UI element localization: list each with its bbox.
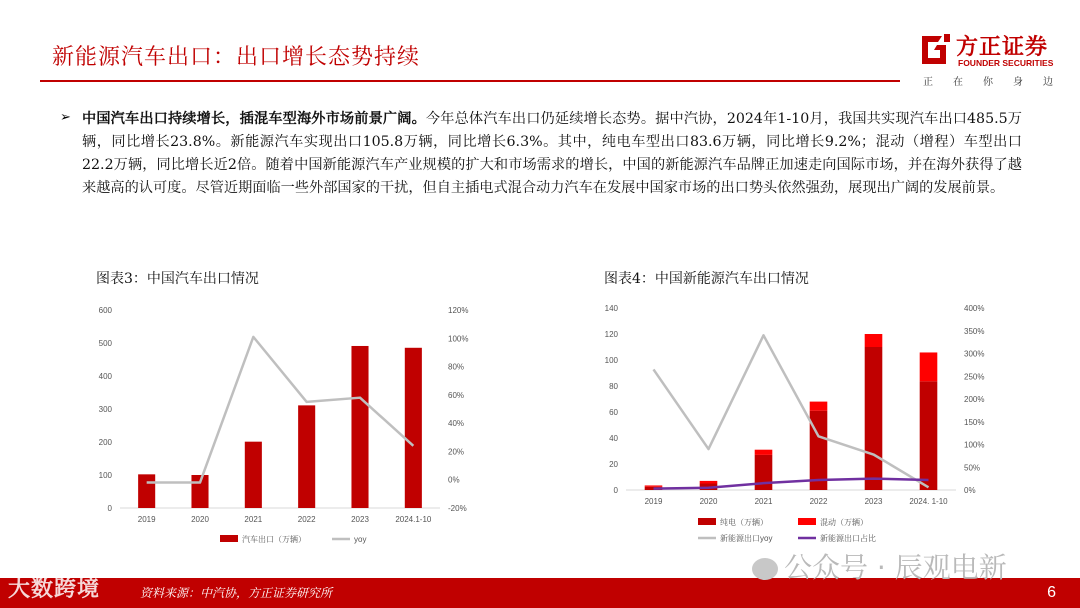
- watermark-right: [752, 546, 1007, 586]
- y-right-tick-label: 200%: [964, 395, 985, 404]
- legend-label: 汽车出口（万辆）: [242, 535, 306, 544]
- y-left-tick-label: 140: [604, 304, 618, 313]
- bar: [351, 346, 368, 508]
- bar: [138, 474, 155, 508]
- x-tick-label: 2022: [297, 515, 316, 524]
- series-line: [654, 335, 929, 487]
- y-right-tick-label: 100%: [448, 334, 469, 344]
- legend-swatch: [220, 535, 238, 542]
- y-right-tick-label: 350%: [964, 326, 985, 336]
- founder-logo-icon: [920, 32, 952, 64]
- y-left-tick-label: 60: [609, 408, 618, 417]
- legend-label: 纯电（万辆）: [720, 518, 768, 527]
- y-left-tick-label: 120: [604, 330, 618, 339]
- bar: [755, 450, 773, 455]
- x-tick-label: 2019: [644, 497, 663, 506]
- y-right-tick-label: 150%: [964, 417, 985, 427]
- y-left-tick-label: 0: [107, 504, 112, 513]
- y-right-tick-label: -20%: [448, 504, 467, 513]
- x-tick-label: 2021: [754, 497, 773, 506]
- logo-slogan: [923, 73, 1053, 88]
- chart4-caption: 图表4：中国新能源汽车出口情况: [604, 271, 809, 287]
- bar: [920, 352, 938, 381]
- legend-label: 混动（万辆）: [820, 518, 868, 527]
- y-left-tick-label: 100: [604, 356, 618, 365]
- legend-label: 新能源出口占比: [820, 534, 876, 543]
- slogan-char: 正: [923, 77, 933, 88]
- y-left-tick-label: 200: [98, 438, 112, 447]
- bar: [865, 334, 883, 347]
- x-tick-label: 2020: [191, 515, 209, 524]
- x-tick-label: 2024. 1-10: [909, 497, 948, 506]
- chart3-caption: 图表3：中国汽车出口情况: [96, 271, 259, 287]
- legend-swatch: [698, 518, 716, 525]
- y-right-tick-label: 40%: [448, 419, 465, 429]
- x-tick-label: 2022: [809, 497, 828, 506]
- bullet-text: [82, 108, 1022, 200]
- x-tick-label: 2023: [864, 497, 883, 506]
- series-line: [147, 337, 414, 483]
- y-right-tick-label: 120%: [448, 306, 469, 315]
- y-right-tick-label: 250%: [964, 372, 985, 382]
- bar: [700, 481, 718, 484]
- y-right-tick-label: 20%: [448, 447, 465, 457]
- footer-source: 资料来源：中汽协，方正证券研究所: [140, 586, 333, 600]
- x-tick-label: 2021: [244, 515, 263, 524]
- bullet-lead: 中国汽车出口持续增长，插混车型海外市场前景广阔。: [82, 111, 426, 127]
- bar: [245, 442, 262, 508]
- logo-english: FOUNDER SECURITIES: [958, 58, 1054, 68]
- watermark-right-text: 公众号 · 辰观电新: [784, 551, 1007, 584]
- y-left-tick-label: 300: [98, 405, 112, 414]
- company-logo: [920, 30, 1060, 90]
- y-left-tick-label: 400: [98, 372, 112, 381]
- y-right-tick-label: 0%: [964, 486, 976, 495]
- y-left-tick-label: 0: [613, 486, 618, 495]
- y-left-tick-label: 80: [609, 382, 618, 391]
- slogan-char: 你: [983, 77, 993, 88]
- x-tick-label: 2023: [351, 515, 369, 524]
- y-left-tick-label: 600: [98, 306, 112, 315]
- bar: [405, 348, 422, 508]
- bar: [810, 402, 828, 411]
- bar: [645, 485, 663, 486]
- watermark-left: 大数跨境: [8, 577, 101, 602]
- legend-swatch: [798, 518, 816, 525]
- bullet-arrow-icon: ➢: [60, 110, 71, 125]
- y-right-tick-label: 400%: [964, 304, 985, 313]
- y-right-tick-label: 80%: [448, 362, 465, 372]
- bar: [920, 381, 938, 490]
- y-right-tick-label: 300%: [964, 349, 985, 359]
- y-left-tick-label: 500: [98, 339, 112, 348]
- x-tick-label: 2024.1-10: [395, 515, 432, 524]
- legend-label: 新能源出口yoy: [720, 534, 773, 543]
- slogan-char: 身: [1013, 77, 1023, 88]
- y-left-tick-label: 20: [609, 460, 618, 469]
- slogan-char: 边: [1043, 77, 1053, 88]
- bar: [865, 347, 883, 490]
- y-left-tick-label: 100: [98, 471, 112, 480]
- title-underline: [40, 80, 900, 82]
- y-right-tick-label: 60%: [448, 390, 465, 400]
- x-tick-label: 2019: [137, 515, 156, 524]
- wechat-icon: [752, 558, 778, 580]
- legend-label: yoy: [354, 535, 367, 544]
- logo-name: 方正证券: [956, 35, 1049, 60]
- page-number: 6: [1047, 584, 1056, 601]
- bar: [298, 405, 315, 508]
- y-right-tick-label: 100%: [964, 440, 985, 450]
- y-left-tick-label: 40: [609, 434, 618, 443]
- bullet-body: 今年总体汽车出口仍延续增长态势。据中汽协，2024年1-10月，我国共实现汽车出口485.5万辆，同比增长23.8%。新能源汽车实现出口105.8万辆，同比增长6.3%。其中，纯电车型出口83.6万辆，同比增长9.2%；混动（增程）车型出口22.2万辆，同比增长近2倍。随着中国新能源汽车产业规模的扩大和市场需求的增长，中国的新能源汽车品牌正加速走向国际市场，并在海外获得了越来越高的认可度。尽管近期面临一些外部国家的干扰，但自主插电式混合动力汽车在发展中国家市场的出口势头依然强劲，展现出广阔的发展前景。: [82, 111, 1022, 196]
- y-right-tick-label: 0%: [448, 475, 460, 485]
- series-line: [654, 479, 929, 489]
- y-right-tick-label: 50%: [964, 463, 981, 473]
- page-title: 新能源汽车出口：出口增长态势持续: [52, 45, 421, 70]
- x-tick-label: 2020: [699, 497, 718, 506]
- slogan-char: 在: [953, 77, 963, 88]
- chart4-svg: [586, 296, 1016, 550]
- chart3-svg: [80, 296, 500, 550]
